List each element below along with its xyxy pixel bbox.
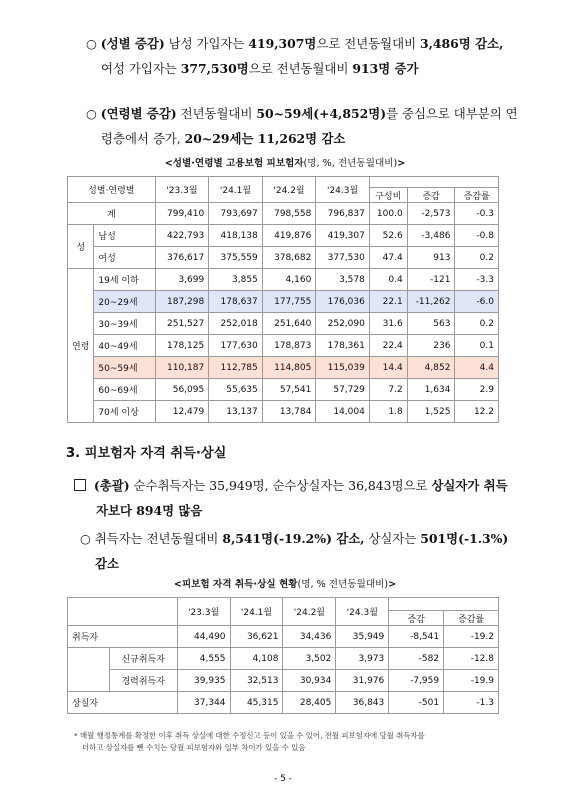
acq-line-2 <box>95 556 119 571</box>
header-spacer <box>369 177 498 188</box>
bold-text-run: 3,486명 감소, <box>419 36 504 51</box>
header-col: '24.2월 <box>283 598 336 626</box>
table1-caption: <성별·연령별 고용보험 피보험자(명, %, 전년동월대비)> <box>164 158 406 169</box>
header-sub: 증감률 <box>455 188 499 203</box>
header-col: '23.3월 <box>155 177 209 203</box>
checkbox-square-icon <box>74 479 86 491</box>
text-run: 으로 전년동월대비 <box>316 36 420 51</box>
page-number: - 5 - <box>274 774 292 784</box>
bold-text-run: 501명(-1.3%) <box>420 531 509 546</box>
table2-caption: <피보험 자격 취득·상실 현황(명, % 전년동월대비)> <box>173 579 397 590</box>
text-run: 순수취득자는 35,949명, 순수상실자는 36,843명으로 <box>129 478 432 493</box>
table-row: 신규취득자 4,555 4,108 3,502 3,973 -582 -12.8 <box>68 648 499 670</box>
header-sub: 증감률 <box>444 611 499 626</box>
footnote <box>74 730 514 754</box>
bold-text-run: 상실자가 취득 <box>431 478 508 493</box>
acq-line-1 <box>95 531 509 546</box>
text-run: 취득자는 전년동월대비 <box>94 531 223 546</box>
table-row: 60~69세 56,095 55,635 57,541 57,729 7.2 1,634 2.9 <box>68 379 499 401</box>
paragraph-acquisition-loss <box>80 529 508 573</box>
bold-text-run: (연령별 증감) <box>100 106 177 121</box>
table-row: 40~49세 178,125 177,630 178,873 178,361 22.4 236 0.1 <box>68 335 499 357</box>
summary-line-2 <box>96 503 202 518</box>
bold-text-run: (총괄) <box>93 478 130 493</box>
bold-text-run: 감소 <box>95 556 119 571</box>
paragraph-age <box>86 104 518 148</box>
table-row: 계 799,410 793,697 798,558 796,837 100.0 -2,573 -0.3 <box>68 203 499 225</box>
header-col: '24.3월 <box>316 177 370 203</box>
header-col: '24.3월 <box>336 598 389 626</box>
gender-line-1 <box>101 36 504 51</box>
acquisition-loss-table <box>67 597 499 714</box>
bullet-circle-icon: ○ <box>86 36 97 51</box>
header-sub: 구성비 <box>369 188 407 203</box>
bullet-circle-icon: ○ <box>86 106 97 121</box>
footnote-line-1: * 매월 행정통계를 확정한 이후 취득 상실에 대한 수정신고 등이 있을 수 있어, 전월 피보험자에 당월 취득자를 <box>74 731 425 740</box>
bold-text-run: 377,530명 <box>180 61 249 76</box>
header-sub: 증감 <box>407 188 455 203</box>
bold-text-run: 913명 증가 <box>352 61 419 76</box>
table-row-highlighted: 50~59세 110,187 112,785 114,805 115,039 14.4 4,852 4.4 <box>68 357 499 379</box>
header-col: '24.1월 <box>230 598 283 626</box>
header-empty <box>68 598 178 626</box>
table-row: 상실자 37,344 45,315 28,405 36,843 -501 -1.3 <box>68 692 499 714</box>
insured-by-gender-age-table <box>67 176 499 423</box>
age-line-2 <box>101 131 345 146</box>
text-run: 으로 전년동월대비 <box>248 61 353 76</box>
bold-text-run: 20~29세는 11,262명 감소 <box>184 131 346 146</box>
text-run: 령층에서 증가, <box>101 131 185 146</box>
paragraph-gender <box>86 34 503 78</box>
gender-line-2 <box>101 61 418 76</box>
table-row: 경력취득자 39,935 32,513 30,934 31,976 -7,959 -19.9 <box>68 670 499 692</box>
header-col: '24.2월 <box>262 177 316 203</box>
text-run: 전년동월대비 <box>176 106 257 121</box>
header-col: '23.3월 <box>177 598 230 626</box>
group-gender: 성 <box>68 225 94 269</box>
footnote-line-2: 더하고 상실자를 뺀 수치는 당월 피보험자와 일부 차이가 있을 수 있음 <box>82 743 306 752</box>
table-row: 여성 376,617 375,559 378,682 377,530 47.4 913 0.2 <box>68 247 499 269</box>
bold-text-run: (성별 증감) <box>100 36 165 51</box>
header-col: '24.1월 <box>209 177 263 203</box>
bold-text-run: 8,541명(-19.2%) 감소, <box>222 531 365 546</box>
section-heading: 3. 피보험자 자격 취득·상실 <box>66 446 227 461</box>
table-row-highlighted: 20~29세 187,298 178,637 177,755 176,036 22.1 -11,262 -6.0 <box>68 291 499 313</box>
paragraph-summary <box>74 476 508 520</box>
header-spacer <box>389 598 499 611</box>
text-run: 여성 가입자는 <box>101 61 181 76</box>
table-row: 연령 19세 이하 3,699 3,855 4,160 3,578 0.4 -121 -3.3 <box>68 269 499 291</box>
bold-text-run: 50~59세(+4,852명) <box>256 106 387 121</box>
text-run: 상실자는 <box>364 531 421 546</box>
bold-text-run: 419,307명 <box>248 36 317 51</box>
table-row: 70세 이상 12,479 13,137 13,784 14,004 1.8 1,525 12.2 <box>68 401 499 423</box>
text-run: 남성 가입자는 <box>164 36 249 51</box>
age-line-1 <box>101 106 518 121</box>
text-run: 를 중심으로 대부분의 연 <box>386 106 518 121</box>
bold-text-run: 자보다 894명 많음 <box>96 503 203 518</box>
header-gender-age: 성별·연령별 <box>68 177 156 203</box>
table-row: 성 남성 422,793 418,138 419,876 419,307 52.6 -3,486 -0.8 <box>68 225 499 247</box>
summary-line-1 <box>94 478 508 493</box>
header-sub: 증감 <box>389 611 444 626</box>
table-row: 취득자 44,490 36,621 34,436 35,949 -8,541 -19.2 <box>68 626 499 648</box>
group-age: 연령 <box>68 269 94 423</box>
bullet-circle-icon: ○ <box>80 531 91 546</box>
table-row: 30~39세 251,527 252,018 251,640 252,090 31.6 563 0.2 <box>68 313 499 335</box>
indent-cell <box>68 648 110 692</box>
